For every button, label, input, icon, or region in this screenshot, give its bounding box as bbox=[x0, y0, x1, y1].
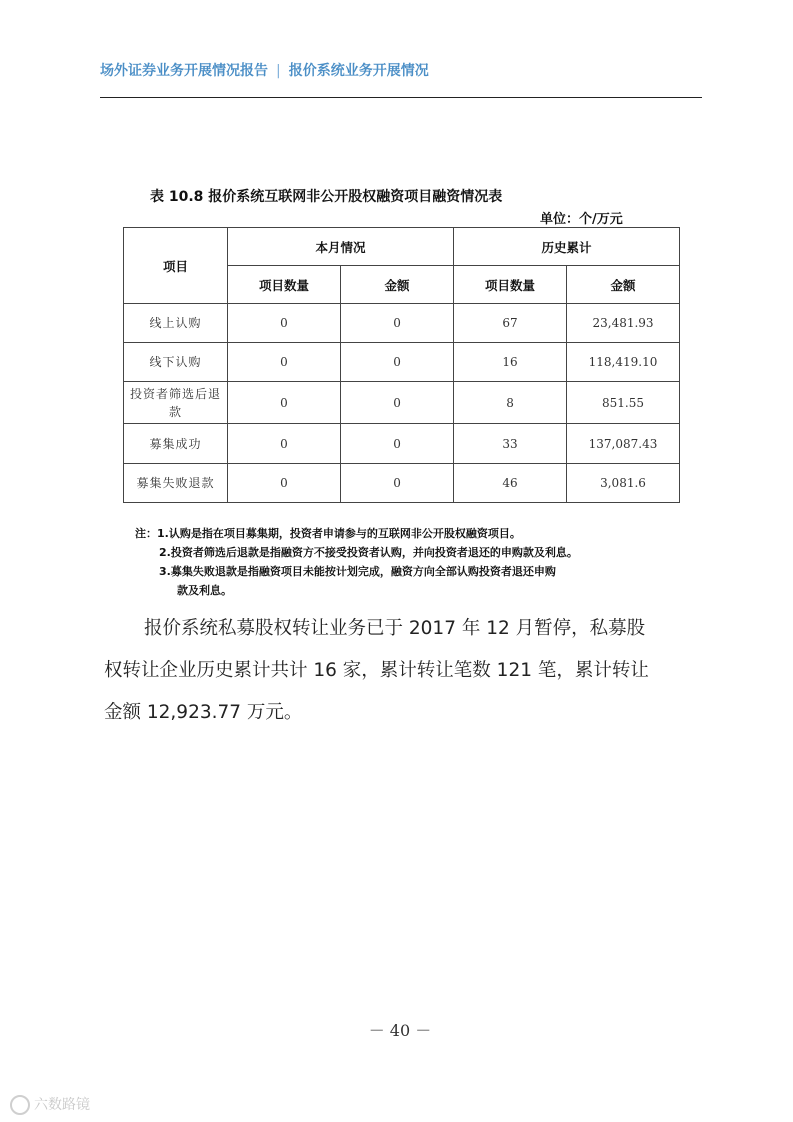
body-paragraph bbox=[104, 608, 704, 734]
monthly-amount-cell: 0 bbox=[341, 343, 454, 382]
monthly-amount-cell: 0 bbox=[341, 304, 454, 343]
history-amount-cell: 851.55 bbox=[567, 382, 680, 424]
header-separator: | bbox=[276, 63, 281, 79]
history-amount-cell: 137,087.43 bbox=[567, 424, 680, 464]
header-history-count: 项目数量 bbox=[454, 266, 567, 304]
table-header-row bbox=[124, 228, 680, 266]
page-number: － 40 － bbox=[368, 1021, 432, 1040]
monthly-amount-cell: 0 bbox=[341, 382, 454, 424]
table-row bbox=[124, 382, 680, 424]
header-monthly-amount: 金额 bbox=[341, 266, 454, 304]
note-2: 2.投资者筛选后退款是指融资方不接受投资者认购，并向投资者退还的申购款及利息。 bbox=[159, 546, 578, 559]
watermark-icon bbox=[10, 1095, 30, 1115]
header-history-amount: 金额 bbox=[567, 266, 680, 304]
row-label: 募集失败退款 bbox=[124, 464, 228, 503]
paragraph-line-2: 权转让企业历史累计共计 16 家，累计转让笔数 121 笔，累计转让 bbox=[104, 660, 649, 681]
financing-table bbox=[123, 227, 680, 503]
history-amount-cell: 3,081.6 bbox=[567, 464, 680, 503]
running-header bbox=[100, 60, 700, 82]
monthly-count-cell: 0 bbox=[228, 424, 341, 464]
header-rule bbox=[100, 97, 702, 98]
monthly-count-cell: 0 bbox=[228, 304, 341, 343]
paragraph-line-3: 金额 12,923.77 万元。 bbox=[104, 702, 303, 723]
watermark-logo bbox=[10, 1094, 120, 1118]
history-count-cell: 67 bbox=[454, 304, 567, 343]
table-row bbox=[124, 343, 680, 382]
watermark-text: 六数路镜 bbox=[34, 1097, 90, 1113]
history-count-cell: 8 bbox=[454, 382, 567, 424]
table-unit: 单位：个/万元 bbox=[540, 212, 623, 227]
row-label: 线下认购 bbox=[124, 343, 228, 382]
table-title: 表 10.8 报价系统互联网非公开股权融资项目融资情况表 bbox=[150, 189, 503, 205]
header-item: 项目 bbox=[124, 228, 228, 304]
history-count-cell: 16 bbox=[454, 343, 567, 382]
header-report-title: 场外证券业务开展情况报告 bbox=[100, 63, 268, 79]
monthly-count-cell: 0 bbox=[228, 343, 341, 382]
table-notes bbox=[135, 524, 695, 600]
note-3-continued: 款及利息。 bbox=[177, 584, 232, 597]
table-row bbox=[124, 424, 680, 464]
row-label: 线上认购 bbox=[124, 304, 228, 343]
row-label: 募集成功 bbox=[124, 424, 228, 464]
header-section-title: 报价系统业务开展情况 bbox=[288, 63, 429, 79]
paragraph-line-1: 报价系统私募股权转让业务已于 2017 年 12 月暂停，私募股 bbox=[144, 618, 646, 639]
table-row bbox=[124, 464, 680, 503]
header-history: 历史累计 bbox=[454, 228, 680, 266]
history-count-cell: 33 bbox=[454, 424, 567, 464]
monthly-amount-cell: 0 bbox=[341, 424, 454, 464]
note-3: 3.募集失败退款是指融资项目未能按计划完成，融资方向全部认购投资者退还申购 bbox=[159, 565, 556, 578]
table-row bbox=[124, 304, 680, 343]
monthly-count-cell: 0 bbox=[228, 382, 341, 424]
history-amount-cell: 118,419.10 bbox=[567, 343, 680, 382]
row-label: 投资者筛选后退款 bbox=[124, 382, 228, 424]
header-monthly-count: 项目数量 bbox=[228, 266, 341, 304]
header-monthly: 本月情况 bbox=[228, 228, 454, 266]
history-amount-cell: 23,481.93 bbox=[567, 304, 680, 343]
monthly-count-cell: 0 bbox=[228, 464, 341, 503]
monthly-amount-cell: 0 bbox=[341, 464, 454, 503]
history-count-cell: 46 bbox=[454, 464, 567, 503]
note-1: 注：1.认购是指在项目募集期，投资者申请参与的互联网非公开股权融资项目。 bbox=[135, 527, 521, 540]
